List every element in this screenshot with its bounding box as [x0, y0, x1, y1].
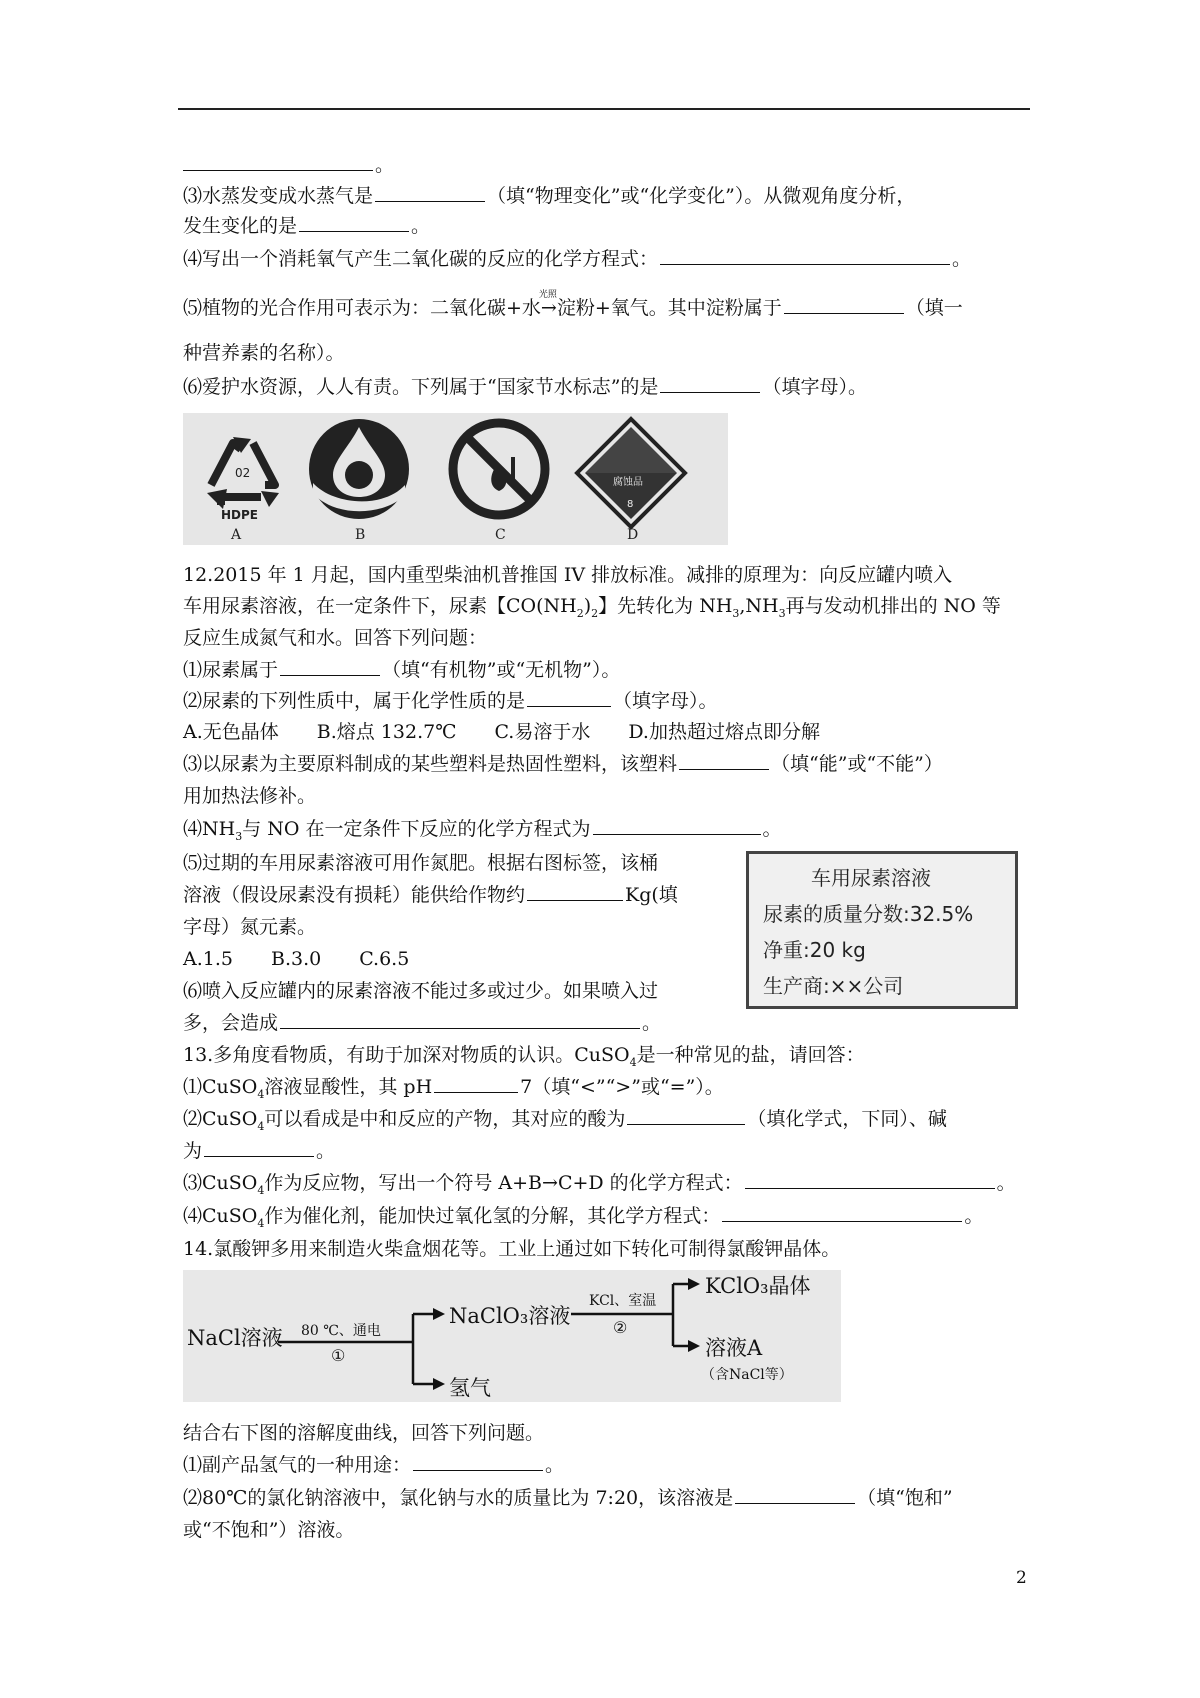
- q11-part6: ⑹爱护水资源，人人有责。下列属于“国家节水标志”的是 （填字母）。: [183, 376, 867, 398]
- label-manufacturer: 生产商:××公司: [763, 974, 904, 998]
- q12-part5-cont2: 字母）氮元素。: [183, 916, 317, 938]
- answer-blank[interactable]: [280, 1010, 640, 1029]
- q13-part4: ⑷CuSO$_4$作为催化剂，能加快过氧化氢的分解，其化学方程式： 。: [183, 1205, 984, 1230]
- flow-solution-note: （含NaCl等）: [701, 1367, 793, 1383]
- q11-part4: ⑷写出一个消耗氧气产生二氧化碳的反应的化学方程式： 。: [183, 248, 972, 270]
- q12-part1: ⑴尿素属于 （填“有机物”或“无机物”）。: [183, 659, 621, 681]
- q11-part5: ⑸植物的光合作用可表示为：二氧化碳+水 光照 →淀粉+氧气。其中淀粉属于 （填一: [183, 290, 963, 319]
- q12-part5: ⑸过期的车用尿素溶液可用作氮肥。根据右图标签，该桶: [183, 852, 659, 874]
- q14-part1: ⑴副产品氢气的一种用途： 。: [183, 1454, 565, 1476]
- answer-blank[interactable]: [375, 183, 485, 202]
- answer-blank[interactable]: [527, 882, 623, 901]
- q11-answer-line: 。: [183, 152, 394, 178]
- answer-blank[interactable]: [413, 1452, 543, 1471]
- flow-byproduct: 氢气: [449, 1376, 491, 1400]
- header-rule: [178, 108, 1030, 110]
- sign-d-number: 8: [627, 499, 634, 510]
- answer-blank[interactable]: [745, 1170, 995, 1189]
- q12-part5-cont: 溶液（假设尿素没有损耗）能供给作物约 Kg(填: [183, 884, 678, 906]
- answer-blank[interactable]: [784, 295, 904, 314]
- no-fire-icon: [453, 423, 545, 515]
- q14-part2-cont: 或“不饱和”）溶液。: [183, 1519, 355, 1541]
- flow-condition-2: KCl、室温: [589, 1293, 657, 1309]
- label-title: 车用尿素溶液: [811, 866, 931, 890]
- sign-a-number: 02: [235, 466, 251, 480]
- reaction-arrow: 光照 →: [538, 290, 557, 319]
- answer-blank[interactable]: [679, 751, 769, 770]
- sign-a-text: HDPE: [221, 508, 258, 522]
- answer-blank[interactable]: [204, 1138, 314, 1157]
- q12-stem-2: 车用尿素溶液，在一定条件下，尿素【$CO(NH_2)_2$】先转化为 $NH_3,NH_3$再与发动机排出的 NO 等: [183, 595, 1001, 620]
- q12-part6-cont: 多，会造成 。: [183, 1012, 662, 1034]
- corrosive-icon: [577, 419, 685, 527]
- flow-start: NaCl溶液: [187, 1326, 283, 1350]
- flow-step-1: ①: [331, 1346, 346, 1365]
- q11-part5-cont: 种营养素的名称）。: [183, 342, 345, 364]
- answer-blank[interactable]: [735, 1485, 855, 1504]
- urea-label-figure: [746, 851, 1018, 1009]
- q12-part3-cont: 用加热法修补。: [183, 785, 317, 807]
- q12-part2-options: A.无色晶体 B.熔点 132.7℃ C.易溶于水 D.加热超过熔点即分解: [183, 721, 820, 743]
- q12-part3: ⑶以尿素为主要原料制成的某些塑料是热固性塑料，该塑料 （填“能”或“不能”）: [183, 753, 943, 775]
- q13-part3: ⑶CuSO$_4$作为反应物，写出一个符号 A+B→C+D 的化学方程式： 。: [183, 1172, 1016, 1197]
- sign-label-c: C: [495, 527, 506, 543]
- answer-blank[interactable]: [183, 152, 373, 171]
- answer-blank[interactable]: [660, 374, 760, 393]
- q14-intro-2: 结合右下图的溶解度曲线，回答下列问题。: [183, 1422, 545, 1444]
- q13-stem: 13.多角度看物质，有助于加深对物质的认识。CuSO$_4$是一种常见的盐，请回答：: [183, 1044, 865, 1069]
- flow-condition-1: 80 ℃、通电: [301, 1323, 381, 1339]
- kclo3-process-diagram: [183, 1270, 841, 1402]
- flow-product: KClO₃晶体: [705, 1274, 811, 1298]
- q11-part3-cont: 发生变化的是 。: [183, 215, 431, 237]
- page-number: 2: [1016, 1568, 1027, 1588]
- answer-blank[interactable]: [280, 657, 380, 676]
- sign-label-a: A: [231, 527, 242, 543]
- q11-part3: ⑶水蒸发变成水蒸气是 （填“物理变化”或“化学变化”）。从微观角度分析，: [183, 185, 916, 207]
- q12-part5-options: A.1.5 B.3.0 C.6.5: [183, 948, 410, 970]
- q12-part4: $⑷NH_3$与 NO 在一定条件下反应的化学方程式为 。: [183, 818, 782, 843]
- q12-part2: ⑵尿素的下列性质中，属于化学性质的是 （填字母）。: [183, 690, 718, 712]
- label-mass-fraction: 尿素的质量分数:32.5%: [763, 902, 974, 926]
- flow-solution: 溶液A: [705, 1336, 763, 1360]
- q12-stem-3: 反应生成氮气和水。回答下列问题：: [183, 627, 488, 649]
- flow-intermediate: NaClO₃溶液: [449, 1304, 571, 1328]
- water-saving-icon: [309, 419, 409, 519]
- q13-part2: ⑵CuSO$_4$可以看成是中和反应的产物，其对应的酸为 （填化学式，下同）、碱: [183, 1108, 947, 1133]
- q12-part6: ⑹喷入反应罐内的尿素溶液不能过多或过少。如果喷入过: [183, 980, 659, 1002]
- q14-stem: 14.氯酸钾多用来制造火柴盒烟花等。工业上通过如下转化可制得氯酸钾晶体。: [183, 1238, 841, 1260]
- answer-blank[interactable]: [299, 213, 409, 232]
- answer-blank[interactable]: [627, 1106, 745, 1125]
- answer-blank[interactable]: [593, 816, 761, 835]
- label-net-weight: 净重:20 kg: [763, 938, 866, 962]
- q12-stem-1: 12.2015 年 1 月起，国内重型柴油机普推国 IV 排放标准。减排的原理为：向反应罐内喷入: [183, 564, 953, 586]
- q14-part2: ⑵80℃的氯化钠溶液中，氯化钠与水的质量比为 7:20，该溶液是 （填“饱和”: [183, 1487, 953, 1509]
- sign-label-b: B: [355, 527, 366, 543]
- answer-blank[interactable]: [722, 1203, 962, 1222]
- answer-blank[interactable]: [527, 688, 611, 707]
- signs-svg: [183, 413, 728, 545]
- q13-part1: ⑴CuSO$_4$溶液显酸性，其 pH 7（填“<”“>”或“=”）。: [183, 1076, 724, 1101]
- answer-blank[interactable]: [660, 246, 950, 265]
- flow-step-2: ②: [613, 1318, 628, 1337]
- q13-part2-cont: 为 。: [183, 1140, 336, 1162]
- sign-d-text: 腐蚀品: [613, 477, 643, 488]
- sign-label-d: D: [627, 527, 639, 543]
- answer-blank[interactable]: [434, 1074, 518, 1093]
- water-signs-figure: [183, 413, 728, 545]
